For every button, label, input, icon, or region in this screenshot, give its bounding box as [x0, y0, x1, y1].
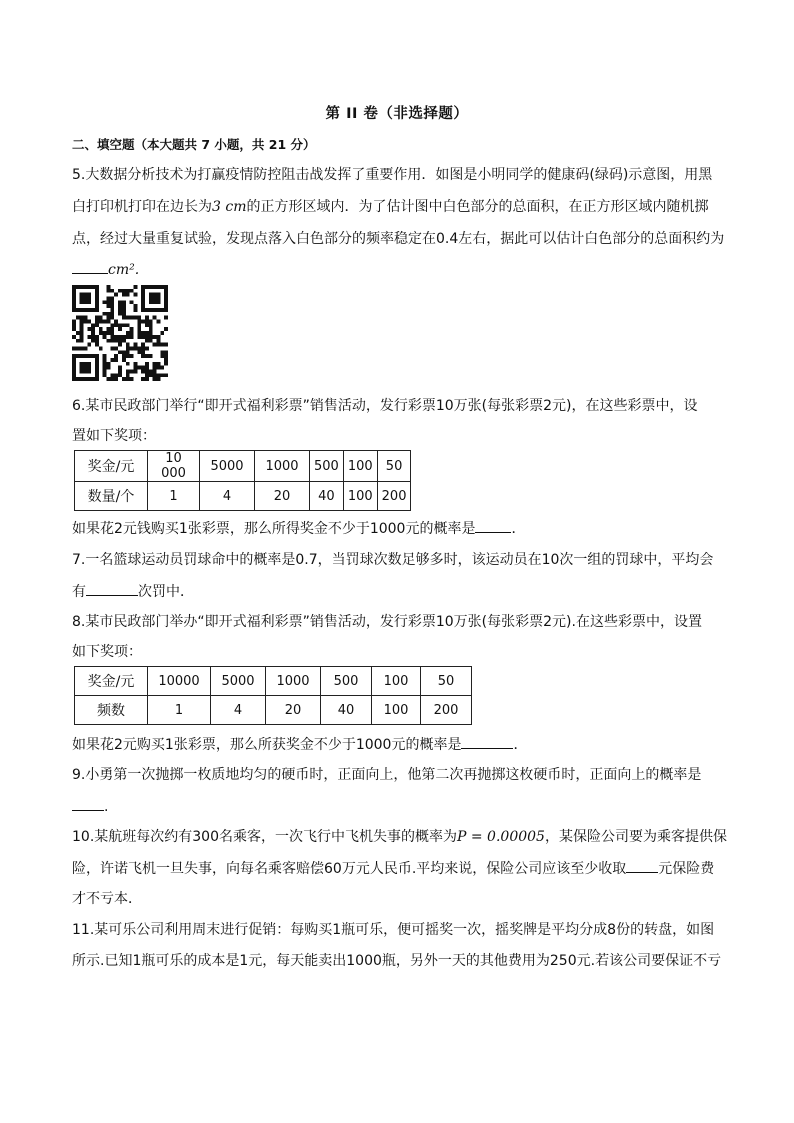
qr-code-image	[72, 285, 168, 381]
q8-line-2: 如下奖项：	[72, 644, 142, 660]
q7-line-1: 7.一名篮球运动员罚球命中的概率是0.7，当罚球次数足够多时，该运动员在10次一组的罚球中，平均会	[72, 552, 714, 568]
q8-prize-table	[74, 666, 472, 725]
q11-line-1: 11.某可乐公司利用周末进行促销：每购买1瓶可乐，便可摇奖一次，摇奖牌是平均分成8份的转盘，如图	[72, 922, 715, 938]
table-cell: 1000	[255, 451, 310, 482]
paper-part-title: 第 II 卷（非选择题）	[325, 106, 469, 122]
table-cell: 500	[321, 667, 372, 696]
answer-blank[interactable]	[626, 858, 658, 873]
table-cell: 奖金/元	[75, 667, 148, 696]
q9-line-1: 9.小勇第一次抛掷一枚质地均匀的硬币时，正面向上，他第二次再抛掷这枚硬币时，正面向上的概率是	[72, 767, 702, 783]
q8-line-1: 8.某市民政部门举办“即开式福利彩票”销售活动，发行彩票10万张(每张彩票2元).在这些彩票中，设置	[72, 614, 702, 630]
section-heading: 二、填空题（本大题共 7 小题，共 21 分）	[72, 137, 316, 152]
table-row	[75, 696, 472, 725]
table-cell: 50	[377, 451, 411, 482]
table-cell: 1000	[266, 667, 321, 696]
q5-length-math: 3 cm	[212, 199, 247, 215]
q6-line-2: 置如下奖项：	[72, 428, 156, 444]
q10-line-3: 才不亏本．	[72, 891, 142, 907]
q11-line-2: 所示.已知1瓶可乐的成本是1元，每天能卖出1000瓶，另外一天的其他费用为250元.若该公司要保证不亏	[72, 953, 722, 969]
q10-line-1: 10.某航班每次约有300名乘客，一次飞行中飞机失事的概率为P = 0.00005，某保险公司要为乘客提供保	[72, 829, 727, 845]
answer-blank[interactable]	[72, 259, 108, 274]
table-cell: 数量/个	[75, 482, 148, 511]
table-cell: 20	[255, 482, 310, 511]
table-cell: 40	[321, 696, 372, 725]
table-cell: 1	[148, 696, 211, 725]
table-cell: 4	[200, 482, 255, 511]
q5-line-1: 5.大数据分析技术为打赢疫情防控阻击战发挥了重要作用．如图是小明同学的健康码(绿码)示意图，用黑	[72, 167, 713, 183]
table-row	[75, 667, 472, 696]
q8-after-table: 如果花2元购买1张彩票，那么所获奖金不少于1000元的概率是 ．	[72, 734, 527, 755]
table-row	[75, 451, 411, 482]
answer-blank[interactable]	[461, 734, 513, 749]
q6-prize-table	[74, 450, 411, 511]
table-row	[75, 482, 411, 511]
table-cell: 频数	[75, 696, 148, 725]
table-cell: 1	[148, 482, 200, 511]
q5-line-3: 点，经过大量重复试验，发现点落入白色部分的频率稳定在0.4左右，据此可以估计白色部分的总面积约为	[72, 231, 725, 247]
q10-line-2: 险，许诺飞机一旦失事，向每名乘客赔偿60万元人民币.平均来说，保险公司应该至少收取 元保险费	[72, 858, 714, 879]
table-cell: 50	[421, 667, 472, 696]
table-cell: 5000	[200, 451, 255, 482]
table-cell: 20	[266, 696, 321, 725]
table-cell: 100	[372, 696, 421, 725]
answer-blank[interactable]	[475, 518, 511, 533]
q5-line-4: cm².	[72, 259, 139, 280]
answer-blank[interactable]	[72, 796, 104, 811]
table-cell: 10000	[148, 667, 211, 696]
table-cell: 100	[343, 482, 377, 511]
q9-line-2: .	[72, 796, 108, 817]
q10-probability-math: P = 0.00005	[457, 829, 545, 845]
table-cell: 奖金/元	[75, 451, 148, 482]
answer-blank[interactable]	[86, 581, 138, 596]
table-cell: 10 000	[148, 451, 200, 482]
q5-line-2: 白打印机打印在边长为3 cm的正方形区域内．为了估计图中白色部分的总面积，在正方形区域内随机掷	[72, 199, 709, 215]
q7-line-2: 有 次罚中．	[72, 581, 194, 602]
table-cell: 40	[310, 482, 344, 511]
table-cell: 100	[343, 451, 377, 482]
table-cell: 4	[211, 696, 266, 725]
table-cell: 200	[377, 482, 411, 511]
table-cell: 100	[372, 667, 421, 696]
table-cell: 5000	[211, 667, 266, 696]
table-cell: 200	[421, 696, 472, 725]
q6-after-table: 如果花2元钱购买1张彩票，那么所得奖金不少于1000元的概率是 ．	[72, 518, 525, 539]
table-cell: 500	[310, 451, 344, 482]
q6-line-1: 6.某市民政部门举行“即开式福利彩票”销售活动，发行彩票10万张(每张彩票2元)，在这些彩票中，设	[72, 398, 698, 414]
